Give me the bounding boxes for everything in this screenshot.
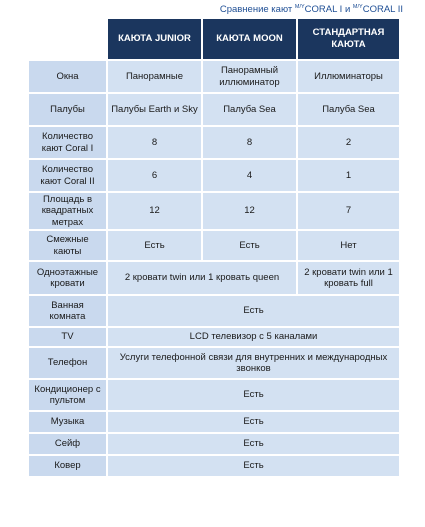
row-label-music: Музыка <box>29 412 106 432</box>
table-row-music <box>29 412 399 432</box>
cell-area-junior: 12 <box>108 193 201 229</box>
cell-bathroom-all: Есть <box>108 296 399 326</box>
cell-decks-moon: Палуба Sea <box>203 94 296 125</box>
row-label-tv: TV <box>29 328 106 346</box>
row-label-carpet: Ковер <box>29 456 106 476</box>
cell-beds-standard: 2 кровати twin или 1 кровать full <box>298 262 399 294</box>
cell-windows-junior: Панорамные <box>108 61 201 92</box>
row-label-ac: Кондиционер с пультом <box>29 380 106 410</box>
row-label-coral2-count: Количество кают Coral II <box>29 160 106 191</box>
row-label-decks: Палубы <box>29 94 106 125</box>
brand-name-1: CORAL I <box>304 4 343 15</box>
table-row-coral1-count <box>29 127 399 158</box>
cabin-comparison-table <box>27 17 401 478</box>
cell-phone-all: Услуги телефонной связи для внутренних и международных звонков <box>108 348 399 378</box>
cell-coral1-standard: 2 <box>298 127 399 158</box>
cell-windows-standard: Иллюминаторы <box>298 61 399 92</box>
column-header-junior: КАЮТА JUNIOR <box>108 19 201 59</box>
table-row-tv <box>29 328 399 346</box>
table-row-decks <box>29 94 399 125</box>
table-row-beds <box>29 262 399 294</box>
cell-coral2-moon: 4 <box>203 160 296 191</box>
cell-adjoining-standard: Нет <box>298 231 399 260</box>
table-header-row <box>29 19 399 59</box>
cell-decks-standard: Палуба Sea <box>298 94 399 125</box>
cell-adjoining-junior: Есть <box>108 231 201 260</box>
row-label-adjoining: Смежные каюты <box>29 231 106 260</box>
cell-music-all: Есть <box>108 412 399 432</box>
cell-area-moon: 12 <box>203 193 296 229</box>
brand-name-2: CORAL II <box>362 4 403 15</box>
row-label-phone: Телефон <box>29 348 106 378</box>
cell-adjoining-moon: Есть <box>203 231 296 260</box>
cell-decks-junior: Палубы Earth и Sky <box>108 94 201 125</box>
table-row-ac <box>29 380 399 410</box>
cell-safe-all: Есть <box>108 434 399 454</box>
table-row-coral2-count <box>29 160 399 191</box>
table-row-carpet <box>29 456 399 476</box>
row-label-area: Площадь в квадратных метрах <box>29 193 106 229</box>
cell-coral1-moon: 8 <box>203 127 296 158</box>
cell-ac-all: Есть <box>108 380 399 410</box>
page-header <box>220 0 403 14</box>
row-label-bathroom: Ванная комната <box>29 296 106 326</box>
table-row-phone <box>29 348 399 378</box>
cell-windows-moon: Панорамный иллюминатор <box>203 61 296 92</box>
cell-coral2-junior: 6 <box>108 160 201 191</box>
header-prefix: Сравнение кают <box>219 4 295 15</box>
cell-tv-all: LCD телевизор с 5 каналами <box>108 328 399 346</box>
cell-beds-junior-moon: 2 кровати twin или 1 кровать queen <box>108 262 296 294</box>
brand-prefix-1: M/Y <box>294 4 305 10</box>
column-header-moon: КАЮТА MOON <box>203 19 296 59</box>
cell-coral2-standard: 1 <box>298 160 399 191</box>
table-row-windows <box>29 61 399 92</box>
row-label-safe: Сейф <box>29 434 106 454</box>
brand-prefix-2: M/Y <box>352 4 363 10</box>
table-row-adjoining <box>29 231 399 260</box>
header-conjunction: и <box>342 4 353 15</box>
row-label-beds: Одноэтажные кровати <box>29 262 106 294</box>
table-row-safe <box>29 434 399 454</box>
table-row-area <box>29 193 399 229</box>
cell-coral1-junior: 8 <box>108 127 201 158</box>
column-header-standard: СТАНДАРТНАЯ КАЮТА <box>298 19 399 59</box>
corner-cell <box>29 19 106 59</box>
row-label-windows: Окна <box>29 61 106 92</box>
row-label-coral1-count: Количество кают Coral I <box>29 127 106 158</box>
cell-area-standard: 7 <box>298 193 399 229</box>
table-row-bathroom <box>29 296 399 326</box>
cell-carpet-all: Есть <box>108 456 399 476</box>
